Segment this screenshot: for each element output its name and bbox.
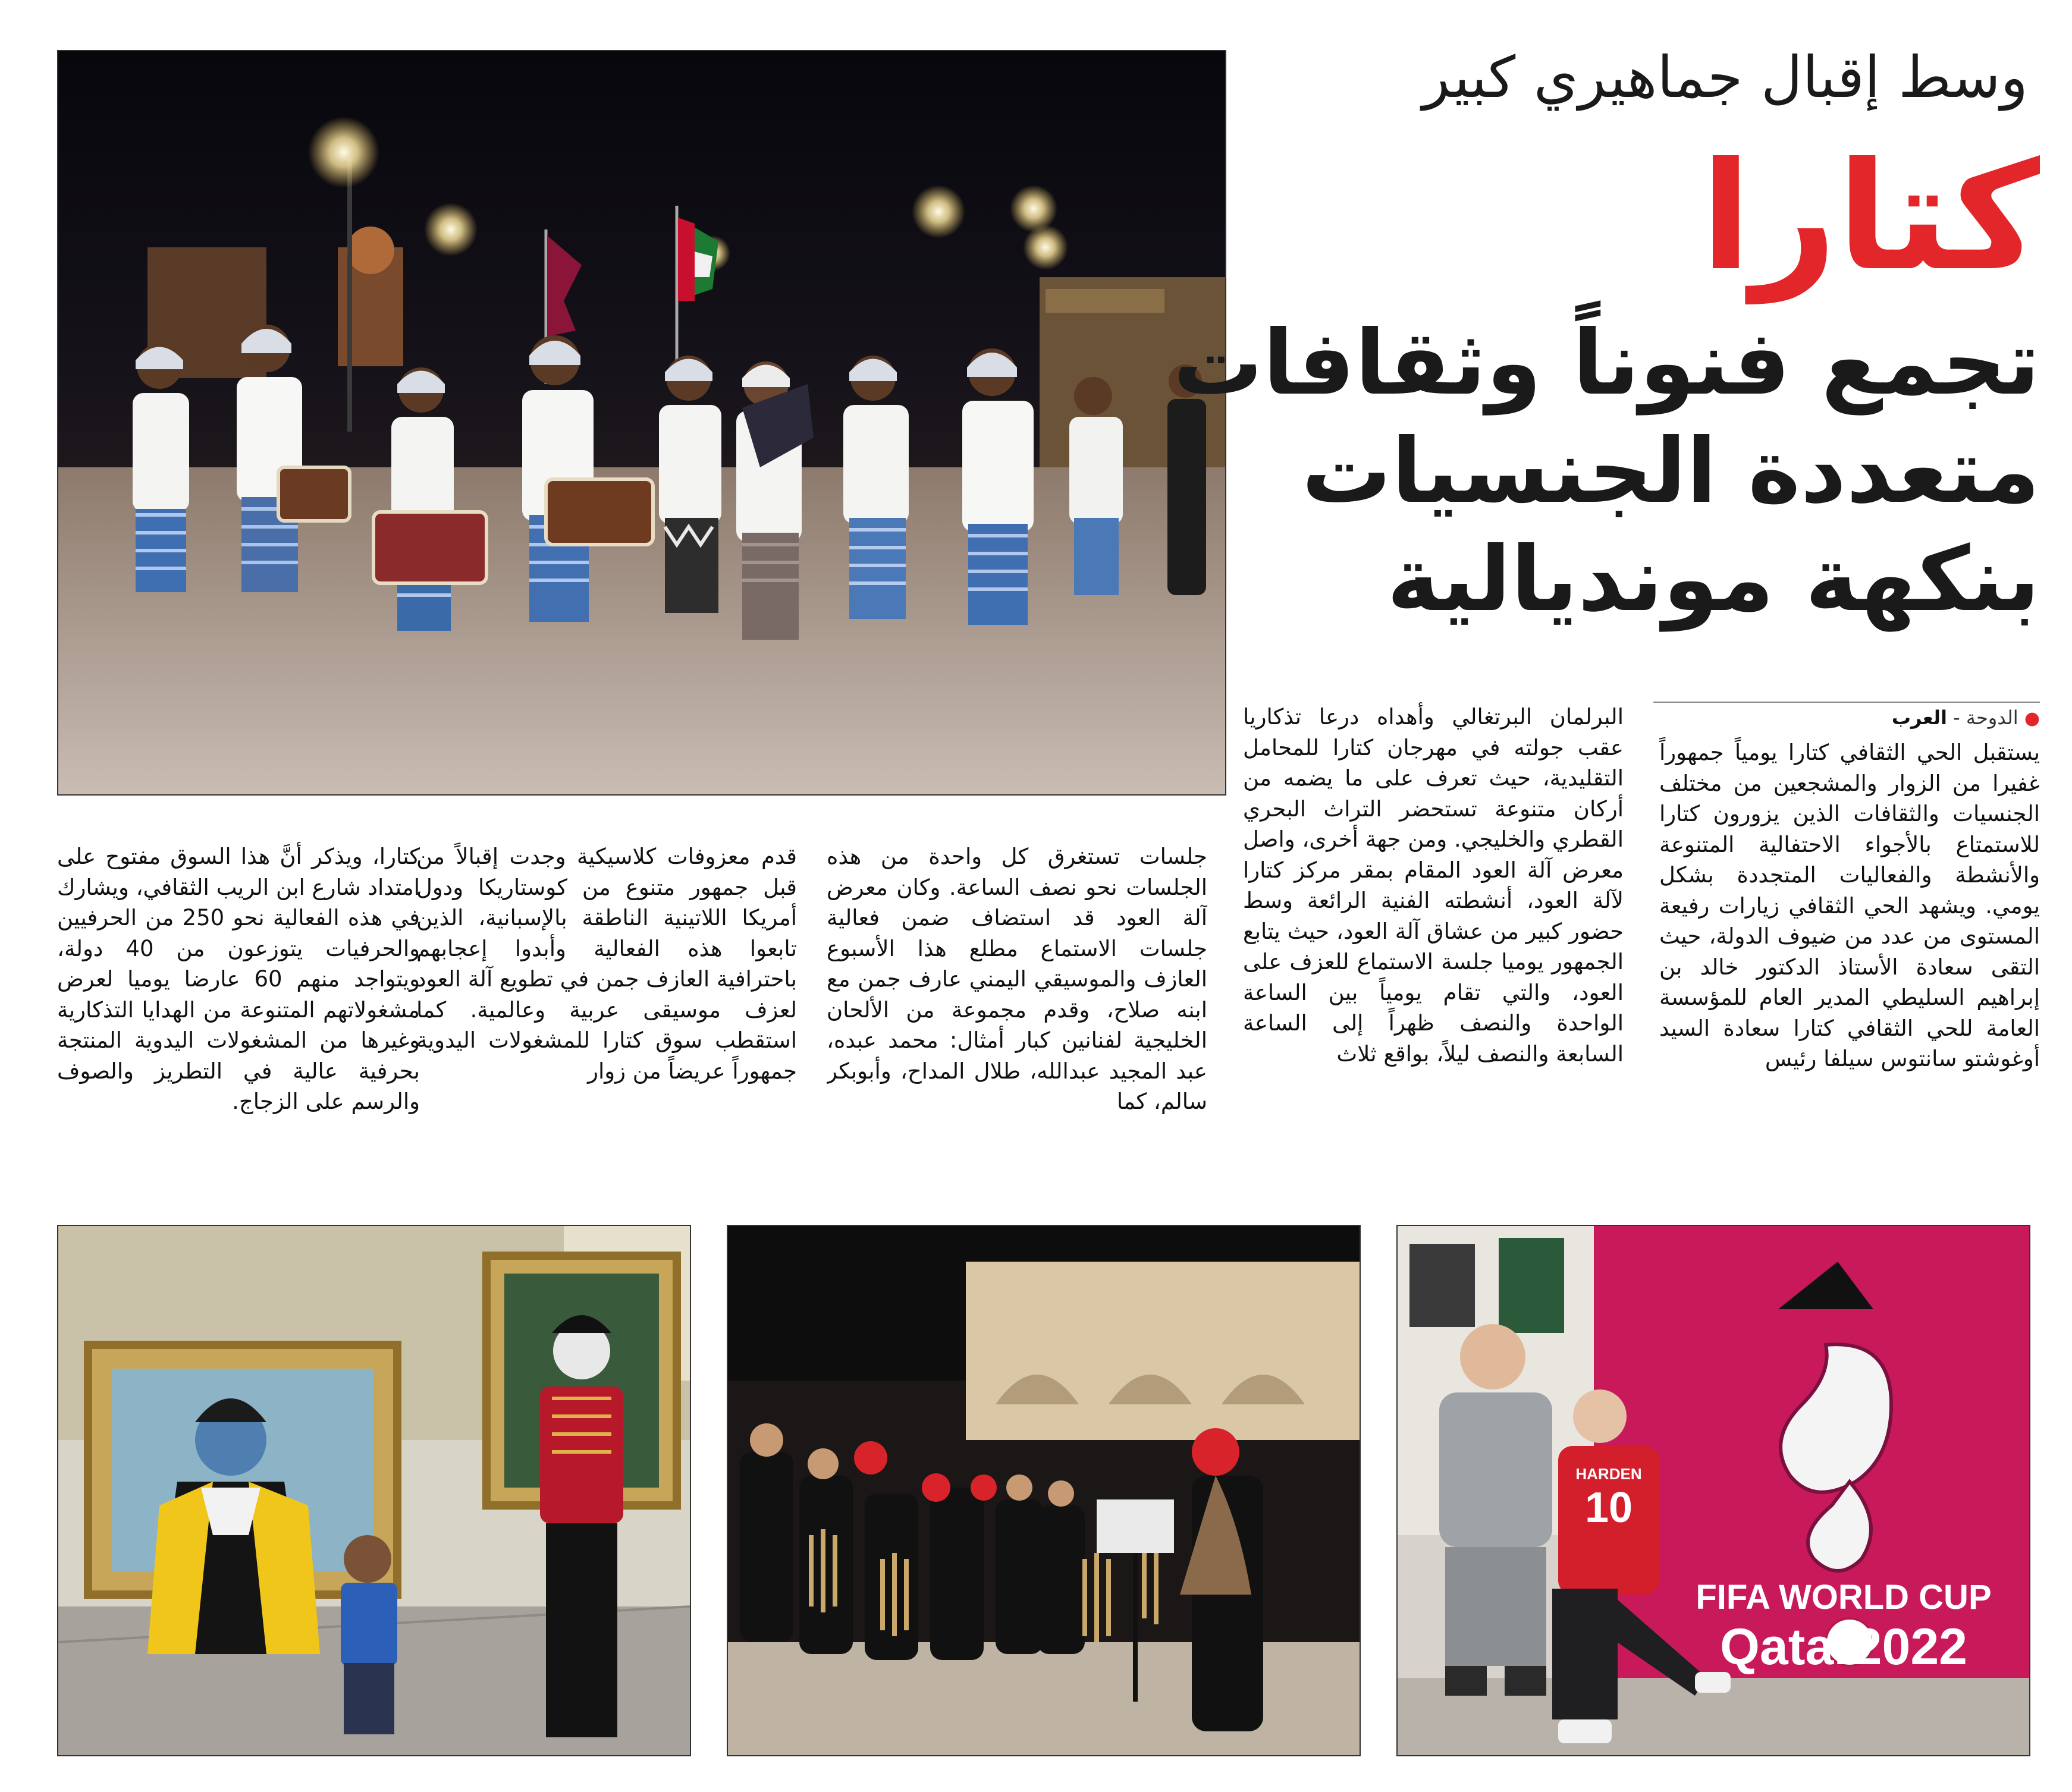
column-5-text: كتارا، ويذكر أنَّ هذا السوق مفتوح على امتداد شارع ابن الريب الثقافي، ويشارك في هذه الفعالية نحو 250 من الحرفيين والحرفيات يتوزعون من 40 دولة، ويتواجد منهم 60 عارضا يوميا لعرض مشغولاتهم المتنوعة من الهدايا التذكارية وغيرها من المشغولات اليدوية المنتجة بحرفية عالية في التطريز والصوف والرسم على الزجاج.: [57, 844, 420, 1114]
article-column-5: [57, 841, 420, 1213]
headline-line-1: تجمع فنوناً وثقافات: [1173, 312, 2040, 415]
jersey-print: [1558, 1464, 1659, 1532]
article-column-2: [1243, 702, 1624, 1213]
world-cup-line-2: Qatar2022: [1720, 1618, 1967, 1675]
article-column-1: [1659, 737, 2040, 1213]
jersey-name: HARDEN: [1575, 1465, 1642, 1483]
headline: [1173, 309, 2040, 642]
main-photo-folk-troupe: [57, 50, 1226, 796]
newspaper-logo: العرب: [1891, 706, 1947, 729]
dateline-separator: -: [1953, 706, 1960, 729]
headline-line-2: متعددة الجنسيات: [1301, 420, 2040, 523]
headline-line-3: بنكهة مونديالية: [1386, 528, 2040, 631]
jersey-number: 10: [1584, 1484, 1633, 1532]
article-column-4: [416, 841, 797, 1213]
world-cup-line-1: FIFA WORLD CUP: [1696, 1578, 1992, 1617]
bullet-icon: ●: [2024, 708, 2040, 729]
column-4-text: قدم معزوفات كلاسيكية وجدت إقبالاً من قبل جمهور متنوع من كوستاريكا ودول أمريكا اللاتينية الناطقة بالإسبانية، الذين تابعوا هذه الفعالية وأبدوا إعجابهم باحترافية العازف جمن في تطويع آلة العود لعزف موسيقى عربية وعالمية. كما استقطب سوق كتارا للمشغولات اليدوية جمهوراً عريضاً من زوار: [416, 844, 797, 1084]
column-3-text: جلسات تستغرق كل واحدة من هذه الجلسات نحو نصف الساعة. وكان معرض آلة العود قد استضاف ضمن فعالية جلسات الاستماع مطلع هذا الأسبوع العازف والموسيقي اليمني عارف جمن مع ابنه صلاح، وقدم مجموعة من الألحان الخليجية لفنانين كبار أمثال: محمد عبده، عبد المجيد عبدالله، طلال المداح، وأبوبكر سالم، كما: [827, 844, 1207, 1114]
article-column-3: [827, 841, 1207, 1213]
photo-living-portraits: [57, 1225, 691, 1756]
column-2-text: البرلمان البرتغالي وأهداه درعا تذكاريا عقب جولته في مهرجان كتارا للمحامل التقليدية، حيث تعرف على ما يضمه من أركان متنوعة تستحضر التراث البحري القطري والخليجي. ومن جهة أخرى، واصل معرض آلة العود المقام بمقر مركز كتارا لآلة العود، أنشطته الفنية الرائعة وسط حضور كبير من عشاق آلة العود، حيث يتابع الجمهور يوميا جلسة الاستماع للعزف على العود، والتي تقام يومياً بين الساعة الواحدة والنصف ظهراً إلى الساعة السابعة والنصف ليلاً، بواقع ثلاث: [1243, 704, 1624, 1067]
brand-title: كتارا: [1700, 130, 2040, 303]
photo-world-cup-fans: [1396, 1225, 2030, 1756]
dateline-city: الدوحة: [1966, 706, 2018, 729]
column-1-text: يستقبل الحي الثقافي كتارا يومياً جمهوراً غفيرا من الزوار والمشجعين من مختلف الجنسيات والثقافات الذين يزورون كتارا للاستمتاع بالأجواء الاحتفالية المتنوعة والأنشطة والفعاليات المتجددة بشكل يومي. ويشهد الحي الثقافي زيارات رفيعة المستوى من عدد من ضيوف الدولة، حيث التقى سعادة الأستاذ الدكتور خالد بن إبراهيم السليطي المدير العام للمؤسسة العامة للحي الثقافي كتارا سعادة السيد أوغوشتو سانتوس سيلفا رئيس: [1659, 740, 2040, 1071]
kicker: وسط إقبال جماهيري كبير: [1422, 44, 2028, 111]
photo-angklung-ensemble: [727, 1225, 1361, 1756]
dateline: [1653, 702, 2040, 732]
world-cup-title: [1677, 1577, 2010, 1675]
